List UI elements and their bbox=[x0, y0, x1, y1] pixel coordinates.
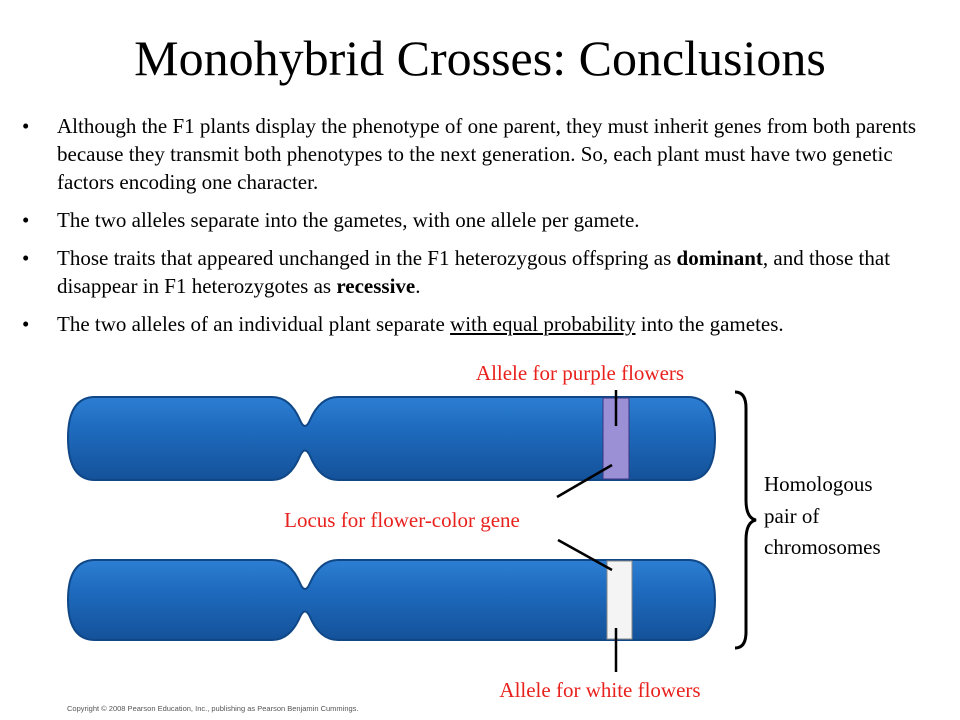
bullet-text-part: . bbox=[415, 274, 421, 298]
slide-title: Monohybrid Crosses: Conclusions bbox=[134, 30, 826, 86]
equal-probability-phrase: with equal probability bbox=[450, 312, 636, 336]
copyright-text: Copyright © 2008 Pearson Education, Inc., publishing as Pearson Benjamin Cummings. bbox=[67, 704, 359, 713]
homologous-brace bbox=[735, 392, 756, 648]
bullet-text-part: The two alleles of an individual plant separate bbox=[57, 312, 451, 336]
locus-label: Locus for flower-color gene bbox=[284, 508, 520, 532]
bullet-text-part: Those traits that appeared unchanged in the F1 heterozygous offspring as bbox=[57, 246, 677, 270]
chromosome-bottom bbox=[68, 560, 715, 640]
homologous-label-line1: Homologous bbox=[764, 472, 873, 496]
homologous-label-line2: pair of bbox=[764, 504, 820, 528]
chromosome-top bbox=[68, 397, 715, 480]
bullet-text-part: into the gametes. bbox=[635, 312, 784, 336]
dominant-term: dominant bbox=[676, 246, 763, 270]
recessive-term: recessive bbox=[336, 274, 416, 298]
bullet-dot: • bbox=[22, 246, 30, 270]
bullet-dot: • bbox=[22, 208, 30, 232]
allele-white-label: Allele for white flowers bbox=[499, 678, 701, 702]
bullet-text: The two alleles separate into the gametes, with one allele per gamete. bbox=[57, 208, 640, 232]
white-allele-band bbox=[607, 561, 632, 639]
homologous-label-line3: chromosomes bbox=[764, 535, 881, 559]
bullet-dot: • bbox=[22, 312, 30, 336]
bullet-text: Although the F1 plants display the phenotype of one parent, they must inherit genes from both parents because they transmit both phenotypes to the next generation. So, each plant must have two genetic factors encoding one character. bbox=[57, 114, 917, 194]
bullet-dot: • bbox=[22, 114, 30, 138]
bullet-text-part: , and those that disappear in F1 heterozygotes as bbox=[57, 246, 891, 298]
allele-purple-label: Allele for purple flowers bbox=[475, 361, 685, 385]
